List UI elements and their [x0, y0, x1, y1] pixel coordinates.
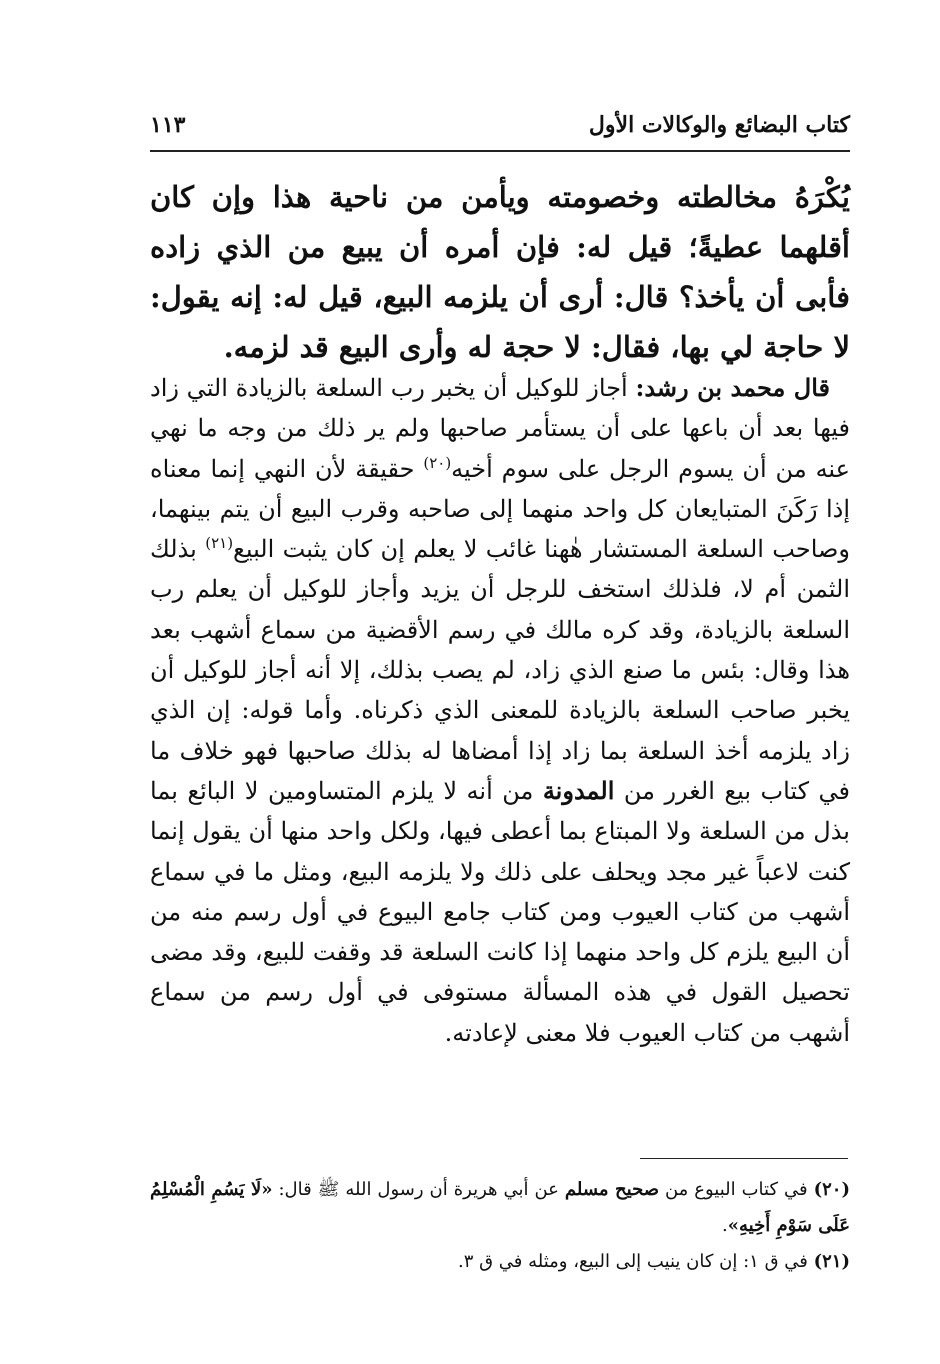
quoted-text: يُكْرَهُ مخالطته وخصومته ويأمن من ناحية هذا وإن كان أقلهما عطيةً؛ قيل له: فإن أمره أن يبيع من الذي زاده فأبى أن يأخذ؟ قال: أرى أن يلزمه البيع، قيل له: إنه يقول: لا حاجة لي بها، فقال: لا حجة له وأرى البيع قد لزمه.	[150, 180, 850, 364]
commentary-author: قال محمد بن رشد:	[635, 373, 830, 402]
footnote-ref-21[interactable]: (٢١)	[205, 534, 234, 553]
commentary-text-3: بذلك الثمن أم لا، فلذلك استخف للرجل أن يزيد وأجاز للوكيل أن يعلم رب السلعة بالزيادة، وقد كره مالك في رسم الأقضية من سماع أشهب بعد هذا وقال: بئس ما صنع الذي زاد، لم يصب بذلك، إلا أنه أجاز للوكيل أن يخبر صاحب السلعة بالزيادة للمعنى الذي ذكرناه. وأما قوله: إن الذي زاد يلزمه أخذ السلعة بما زاد إذا أمضاها له بذلك صاحبها فهو خلاف ما في كتاب بيع الغرر من	[150, 535, 850, 805]
footnote-20-text: في كتاب البيوع من	[658, 1179, 814, 1200]
footnote-21-label: (٢١)	[813, 1251, 850, 1272]
page-header	[150, 112, 850, 146]
footnote-20-hadith: «لَا يَسُمِ الْمُسْلِمُ عَلَى سَوْمِ أَخِيهِ»	[150, 1179, 850, 1236]
book-title-mudawwana: المدونة	[542, 775, 615, 805]
footnote-20-label: (٢٠)	[813, 1179, 850, 1200]
footnote-divider	[640, 1158, 848, 1159]
footnote-20	[150, 1172, 850, 1244]
commentary-text-2: حقيقة لأن النهي إنما معناه إذا رَكَنَ المتبايعان كل واحد منهما إلى صاحبه وقرب البيع أن يتم بينهما، وصاحب السلعة المستشار هٰهنا غائب لا يعلم إن كان يثبت البيع	[150, 454, 850, 564]
commentary-text-1: أجاز للوكيل أن يخبر رب السلعة بالزيادة التي زاد فيها بعد أن باعها على أن يستأمر صاحبها ولم ير ذلك من وجه ما نهي عنه من أن يسوم الرجل على سوم أخيه	[150, 374, 850, 483]
footnote-20-end: .	[722, 1215, 728, 1236]
quoted-text-block	[150, 172, 850, 372]
commentary-text-4: من أنه لا يلزم المتساومين لا البائع بما بذل من السلعة ولا المبتاع بما أعطى فيها، ولكل واحد منها أن يقول إنما كنت لاعباً غير مجد ويحلف على ذلك ولا يلزمه البيع، ومثل ما في سماع أشهب من كتاب العيوب ومن كتاب جامع البيوع في أول رسم منه من أن البيع يلزم كل واحد منهما إذا كانت السلعة قد وقفت للبيع، وقد مضى تحصيل القول في هذه المسألة مستوفى في أول رسم من سماع أشهب من كتاب العيوب فلا معنى لإعادته.	[150, 776, 850, 1047]
commentary-block	[150, 368, 850, 1053]
running-title: كتاب البضائع والوكالات الأول	[588, 112, 850, 138]
footnote-21-text: في ق ١: إن كان ينيب إلى البيع، ومثله في ق ٣.	[457, 1251, 814, 1272]
commentary-paragraph	[150, 368, 850, 1053]
header-divider	[150, 150, 850, 152]
footnote-ref-20[interactable]: (٢٠)	[423, 453, 452, 472]
footnotes-block	[150, 1172, 850, 1280]
page-number: ١١٣	[150, 112, 186, 138]
footnote-21	[150, 1244, 850, 1280]
footnote-20-source: صحيح مسلم	[564, 1179, 659, 1200]
footnote-20-text-2: عن أبي هريرة أن رسول الله ﷺ قال:	[272, 1179, 565, 1200]
